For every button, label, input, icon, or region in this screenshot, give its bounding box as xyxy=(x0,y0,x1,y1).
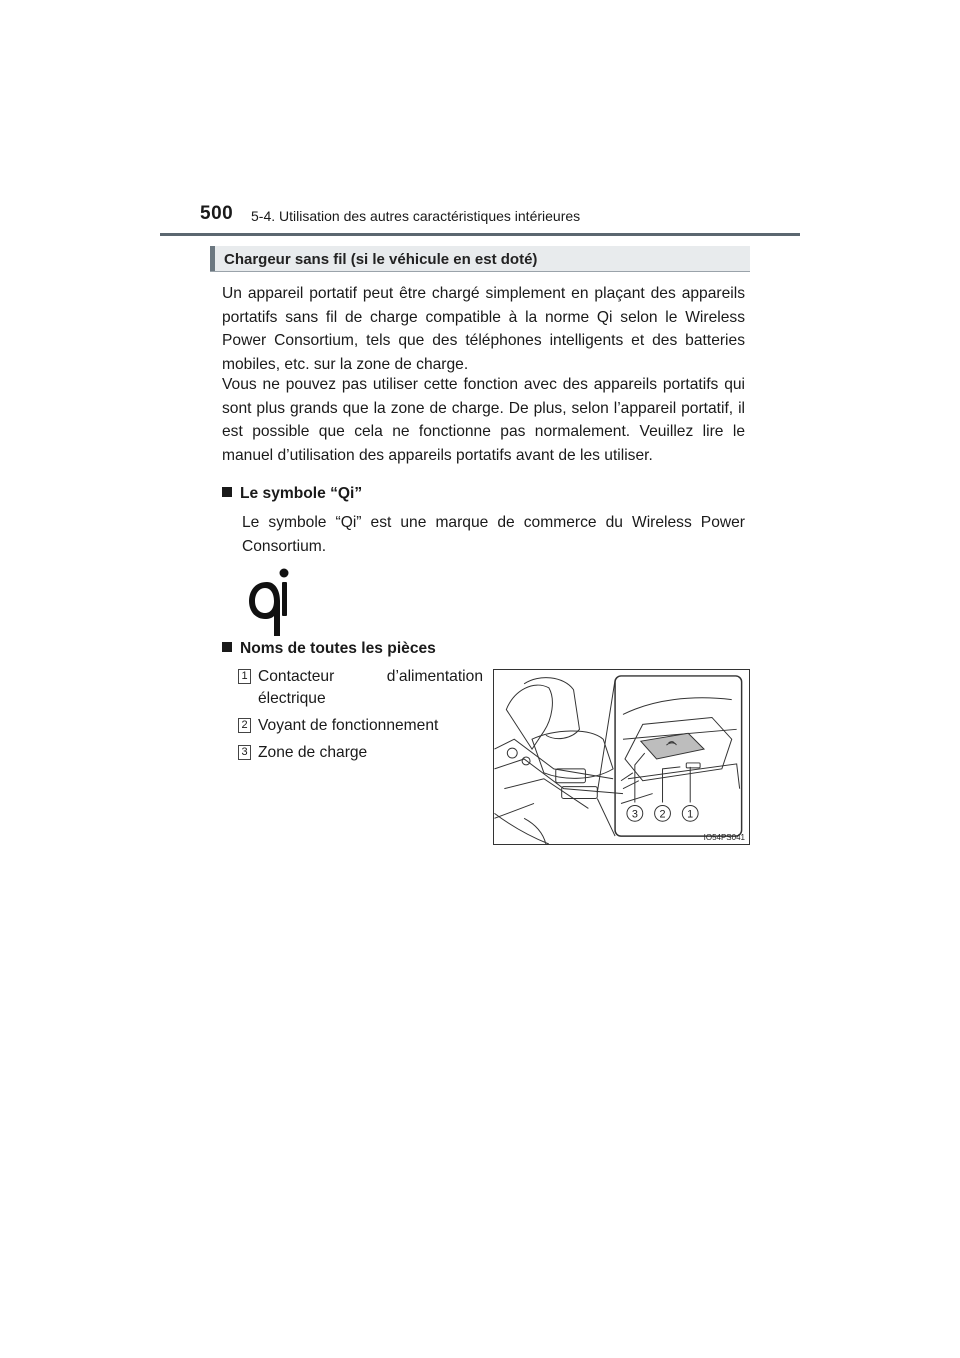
qi-heading xyxy=(222,485,362,503)
part-item xyxy=(238,742,483,764)
qi-logo-i-stem xyxy=(282,582,287,616)
intro-paragraph: Un appareil portatif peut être chargé simplement en plaçant des appareils portatifs sans fil de charge compatible à la norme Qi selon le Wireless Power Consortium, tels que des téléphones intelligents et des batteries mobiles, etc. sur la zone de charge. xyxy=(222,285,745,373)
qi-heading-text: Le symbole “Qi” xyxy=(240,485,363,502)
running-head: 5-4. Utilisation des autres caractéristiques intérieures xyxy=(251,208,581,224)
parts-list xyxy=(238,666,483,769)
part-label: Voyant de fonctionnement xyxy=(258,717,439,734)
part-number-badge: 3 xyxy=(238,745,251,760)
callout-label: 2 xyxy=(659,808,666,821)
qi-logo-icon xyxy=(246,568,296,640)
wireless-charger-illustration xyxy=(493,669,750,845)
parts-heading-text: Noms de toutes les pièces xyxy=(240,640,436,657)
section-bar-accent xyxy=(210,246,215,271)
qi-paragraph: Le symbole “Qi” est une marque de commerce du Wireless Power Consortium. xyxy=(242,514,745,555)
section-title-bar xyxy=(210,246,750,272)
console-knob xyxy=(507,748,517,758)
parts-heading xyxy=(222,640,436,658)
console-tray xyxy=(556,769,586,783)
callout-label: 3 xyxy=(631,808,638,821)
part-label: Contacteur d’alimentation électrique xyxy=(258,668,483,707)
figure-code: IO54PS041 xyxy=(703,833,745,842)
square-bullet-icon xyxy=(222,642,232,652)
square-bullet-icon xyxy=(222,487,232,497)
part-number-badge: 2 xyxy=(238,718,251,733)
part-item xyxy=(238,666,483,710)
part-number-badge: 1 xyxy=(238,669,251,684)
qi-logo-dot xyxy=(280,569,289,578)
illustration-svg xyxy=(494,670,749,844)
part-item xyxy=(238,715,483,737)
seat-lower xyxy=(494,813,548,844)
section-title: Chargeur sans fil (si le véhicule en est doté) xyxy=(224,251,538,268)
zoom-lines xyxy=(597,680,615,836)
header-rule xyxy=(160,233,800,236)
part-label: Zone de charge xyxy=(258,744,368,761)
power-switch xyxy=(686,763,700,768)
callout-label: 1 xyxy=(687,808,694,821)
warning-paragraph: Vous ne pouvez pas utiliser cette fonction avec des appareils portatifs qui sont plus grands que la zone de charge. De plus, selon l’appareil portatif, il est possible que cela ne fonctionne pas normalement. Veuillez lire le manuel d’utilisation des appareils portatifs avant de les utiliser. xyxy=(222,376,745,464)
qi-logo-q xyxy=(249,582,280,636)
page-number: 500 xyxy=(200,203,234,224)
